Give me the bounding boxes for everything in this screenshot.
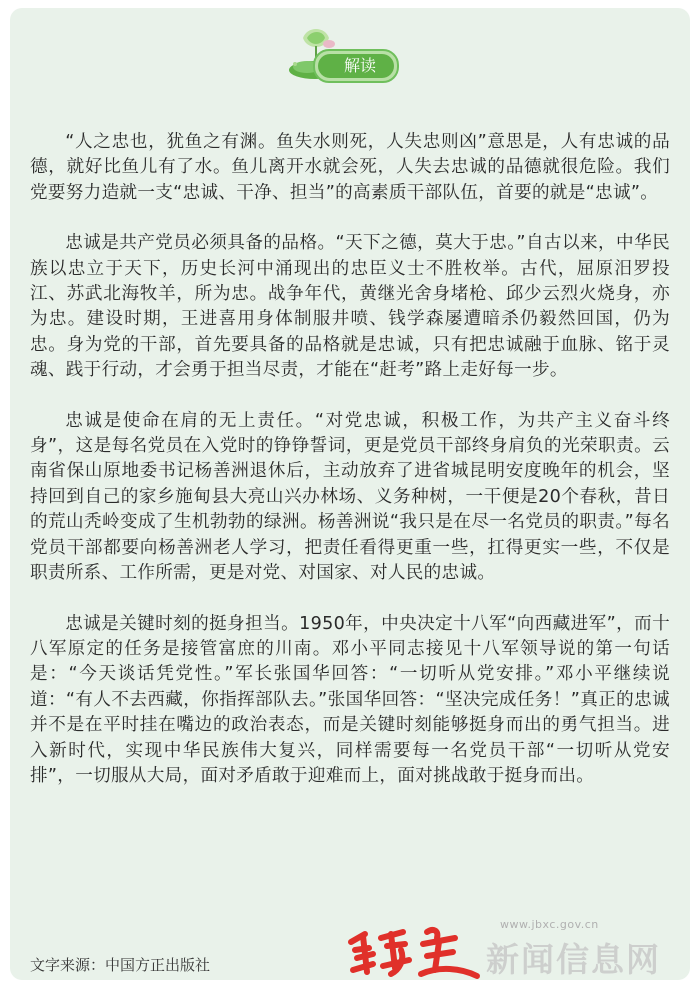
section-badge (285, 20, 405, 84)
watermark-url: www.jbxc.gov.cn (500, 918, 599, 931)
watermark-site-name: 新闻信息网 (486, 940, 661, 979)
paragraph-3: 忠诚是使命在肩的无上责任。“对党忠诚，积极工作，为共产主义奋斗终身”，这是每名党员在入党时的铮铮誓词，更是党员干部终身肩负的光荣职责。云南省保山原地委书记杨善洲退休后，主动放弃了进省城昆明安度晚年的机会，坚持回到自己的家乡施甸县大亮山兴办林场、义务种树，一干便是20个春秋，昔日的荒山秃岭变成了生机勃勃的绿洲。杨善洲说“我只是在尽一名党员的职责。”每名党员干部都要向杨善洲老人学习，把责任看得更重一些，扛得更实一些，不仅是职责所系、工作所需，更是对党、对国家、对人民的忠诚。 (30, 410, 670, 584)
badge-label: 解读 (318, 54, 394, 78)
paragraph-1: “人之忠也，犹鱼之有渊。鱼失水则死，人失忠则凶”意思是，人有忠诚的品德，就好比鱼儿有了水。鱼儿离开水就会死，人失去忠诚的品德就很危险。我们党要努力造就一支“忠诚、干净、担当”的高素质干部队伍，首要的就是“忠诚”。 (30, 132, 670, 203)
article-body (30, 130, 670, 814)
paragraph-4: 忠诚是关键时刻的挺身担当。1950年，中央决定十八军“向西藏进军”，而十八军原定的任务是接管富庶的川南。邓小平同志接见十八军领导说的第一句话是：“今天谈话凭党性。”军长张国华回答：“一切听从党安排。”邓小平继续说道：“有人不去西藏，你指挥部队去。”张国华回答：“坚决完成任务！”真正的忠诚并不是在平时挂在嘴边的政治表态，而是关键时刻能够挺身而出的勇气担当。进入新时代，实现中华民族伟大复兴，同样需要每一名党员干部“一切听从党安排”，一切服从大局，面对矛盾敢于迎难而上，面对挑战敢于挺身而出。 (30, 613, 670, 786)
badge-pill (313, 49, 399, 83)
paragraph-2: 忠诚是共产党员必须具备的品格。“天下之德，莫大于忠。”自古以来，中华民族以忠立于天下，历史长河中涌现出的忠臣义士不胜枚举。古代，屈原汨罗投江、苏武北海牧羊，所为忠。战争年代，黄继光舍身堵枪、邱少云烈火烧身，亦为忠。建设时期，王进喜用身体制服井喷、钱学森屡遭暗杀仍毅然回国，仍为忠。身为党的干部，首先要具备的品格就是忠诚，只有把忠诚融于血脉、铭于灵魂、践于行动，才会勇于担当尽责，才能在“赶考”路上走好每一步。 (30, 233, 670, 381)
source-credit: 文字来源：中国方正出版社 (30, 956, 211, 974)
watermark-calligraphy-logo (343, 920, 493, 982)
